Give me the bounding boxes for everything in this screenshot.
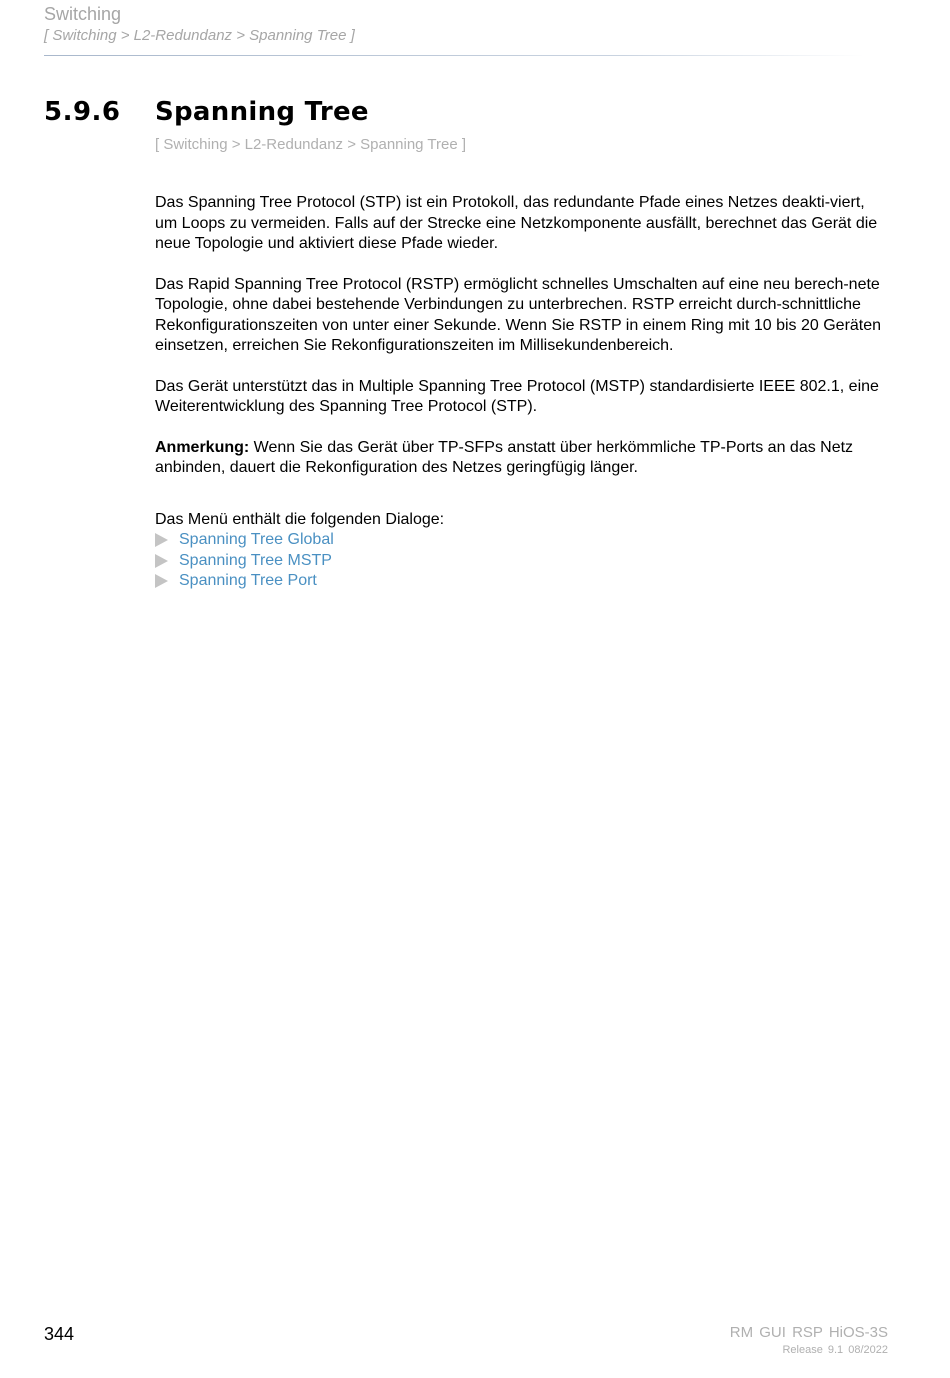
triangle-right-icon bbox=[155, 554, 168, 568]
link-spanning-tree-mstp[interactable]: Spanning Tree MSTP bbox=[179, 551, 332, 569]
note-text: Wenn Sie das Gerät über TP-SFPs anstatt über herkömmliche TP-Ports an das Netz anbinden, dauert die Rekonfiguration des Netzes geringfügig länger. bbox=[155, 438, 854, 476]
header-title: Switching bbox=[44, 4, 122, 24]
paragraph-mstp: Das Gerät unterstützt das in Multiple Spanning Tree Protocol (MSTP) standardisierte IEEE 802.1, eine Weiterentwicklung des Spanning Tree Protocol (STP). bbox=[155, 377, 879, 415]
page-number: 344 bbox=[44, 1324, 75, 1344]
triangle-right-icon bbox=[155, 533, 168, 547]
dialog-link-list bbox=[155, 530, 890, 592]
note-paragraph bbox=[155, 438, 890, 479]
header-divider bbox=[44, 55, 864, 56]
running-header bbox=[44, 4, 864, 47]
section-title: Spanning Tree bbox=[155, 97, 369, 127]
menu-intro: Das Menü enthält die folgenden Dialoge: bbox=[155, 510, 445, 528]
footer-release: Release 9.1 08/2022 bbox=[782, 1344, 888, 1356]
footer-info bbox=[730, 1324, 888, 1358]
paragraph-stp: Das Spanning Tree Protocol (STP) ist ein Protokoll, das redundante Pfade eines Netzes deakti-viert, um Loops zu vermeiden. Falls auf der Strecke eine Netzkomponente ausfällt, berechnet das Gerät die neue Topologie und aktiviert diese Pfade wieder. bbox=[155, 194, 878, 252]
triangle-right-icon bbox=[155, 574, 168, 588]
note-label: Anmerkung: bbox=[155, 438, 250, 456]
link-spanning-tree-port[interactable]: Spanning Tree Port bbox=[179, 572, 317, 589]
body-content bbox=[155, 193, 890, 592]
list-item bbox=[155, 551, 890, 572]
list-item bbox=[155, 571, 890, 592]
list-item bbox=[155, 530, 890, 551]
section-number: 5.9.6 bbox=[44, 97, 121, 127]
section-breadcrumb: [ Switching > L2-Redundanz > Spanning Tree ] bbox=[155, 136, 467, 153]
link-spanning-tree-global[interactable]: Spanning Tree Global bbox=[179, 531, 334, 548]
footer-product: RM GUI RSP HiOS-3S bbox=[729, 1324, 888, 1341]
header-breadcrumb: [ Switching > L2-Redundanz > Spanning Tree ] bbox=[44, 27, 355, 44]
paragraph-rstp: Das Rapid Spanning Tree Protocol (RSTP) ermöglicht schnelles Umschalten auf eine neu berech-nete Topologie, ohne dabei bestehende Verbindungen zu unterbrechen. RSTP erreicht durch-schnittliche Rekonfigurationszeiten von unter einer Sekunde. Wenn Sie RSTP in einem Ring mit 10 bis 20 Geräten einsetzen, erreichen Sie Rekonfigurationszeiten im Millisekundenbereich. bbox=[155, 275, 882, 354]
